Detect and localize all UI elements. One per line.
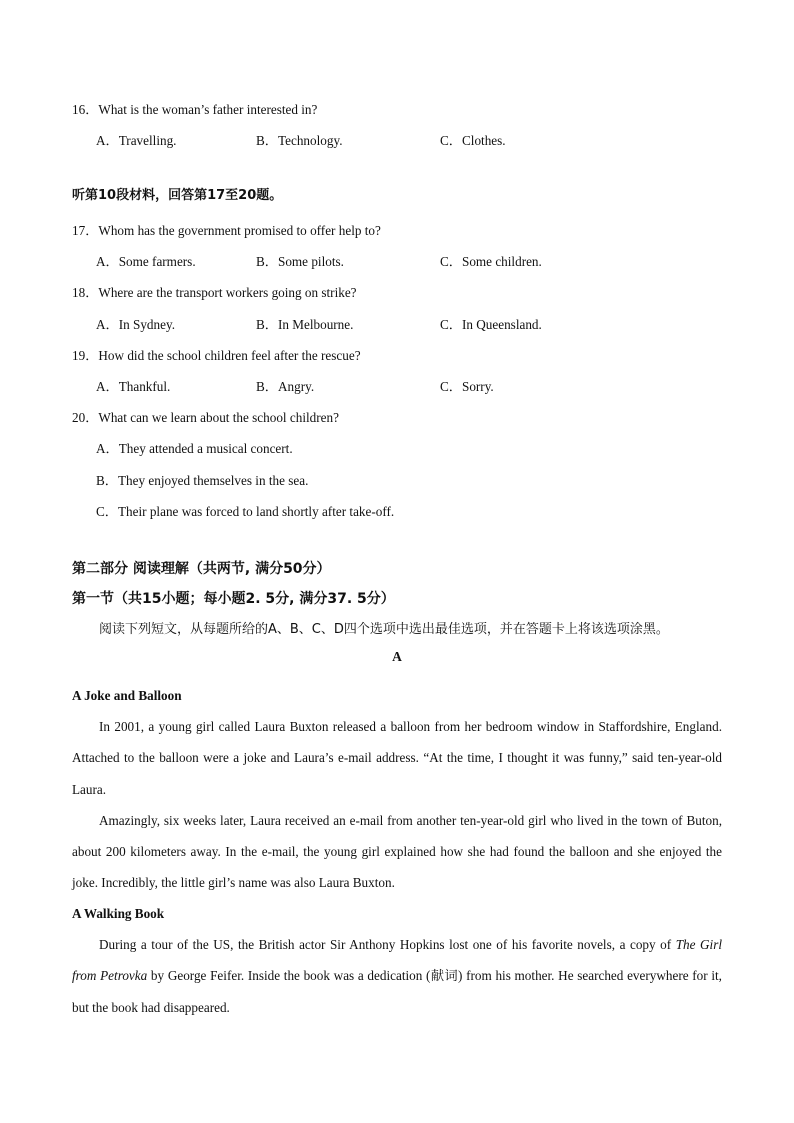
story-1-title: A Joke and Balloon (72, 688, 182, 703)
passage-letter: A (392, 649, 402, 664)
section-one-title: 第一节（共15小题；每小题2. 5分, 满分37. 5分） (72, 591, 395, 607)
question-16-stem: 16．What is the woman’s father interested in? (72, 102, 318, 117)
question-17-option-c: C．Some children. (440, 254, 542, 269)
question-16-option-c: C．Clothes. (440, 133, 506, 148)
reading-instructions: 阅读下列短文，从每题所给的A、B、C、D四个选项中选出最佳选项，并在答题卡上将该选项涂黑。 (99, 622, 669, 637)
story-1-paragraph-1: In 2001, a young girl called Laura Buxton released a balloon from her bedroom window in Staffordshire, England. Attached to the balloon were a joke and Laura’s e-mail address. “At the time, I thought it was funny,” said ten-year-old Laura. (72, 719, 722, 797)
question-20-option-b: B．They enjoyed themselves in the sea. (96, 473, 309, 488)
question-16-option-b: B．Technology. (256, 133, 343, 148)
question-19-stem: 19．How did the school children feel after the rescue? (72, 348, 361, 363)
question-17-option-a: A．Some farmers. (96, 254, 196, 269)
question-19-option-c: C．Sorry. (440, 379, 494, 394)
question-20-option-c: C．Their plane was forced to land shortly after take-off. (96, 504, 395, 519)
story-2-paragraph-1 (72, 929, 722, 1023)
part-two-title: 第二部分 阅读理解（共两节, 满分50分） (72, 561, 331, 577)
story-2-text-before: During a tour of the US, the British actor Sir Anthony Hopkins lost one of his favorite novels, a copy of (99, 937, 676, 952)
question-17-option-b: B．Some pilots. (256, 254, 344, 269)
question-20-stem: 20．What can we learn about the school children? (72, 410, 339, 425)
story-1-paragraph-2: Amazingly, six weeks later, Laura received an e-mail from another ten-year-old girl who lived in the town of Buton, about 200 kilometers away. In the e-mail, the young girl explained how she had found the balloon and she enjoyed the joke. Incredibly, the little girl’s name was also Laura Buxton. (72, 812, 722, 891)
question-18-option-c: C．In Queensland. (440, 317, 542, 332)
question-19-option-a: A．Thankful. (96, 379, 171, 394)
question-18-option-b: B．In Melbourne. (256, 317, 354, 332)
question-17-stem: 17．Whom has the government promised to offer help to? (72, 223, 381, 238)
question-18-option-a: A．In Sydney. (96, 317, 175, 332)
story-2-title: A Walking Book (72, 906, 165, 921)
book-title: The Girl from Petrovka (72, 937, 722, 984)
section-10-header: 听第10段材料，回答第17至20题。 (72, 188, 283, 203)
question-18-stem: 18．Where are the transport workers going on strike? (72, 285, 357, 300)
story-1-body (72, 711, 722, 899)
story-2-body (72, 929, 722, 1023)
question-20-option-a: A．They attended a musical concert. (96, 441, 293, 456)
question-16-option-a: A．Travelling. (96, 133, 177, 148)
story-2-text-after: by George Feifer. Inside the book was a dedication (献词) from his mother. He searched everywhere for it, but the book had disappeared. (72, 968, 722, 1015)
question-19-option-b: B．Angry. (256, 379, 315, 394)
